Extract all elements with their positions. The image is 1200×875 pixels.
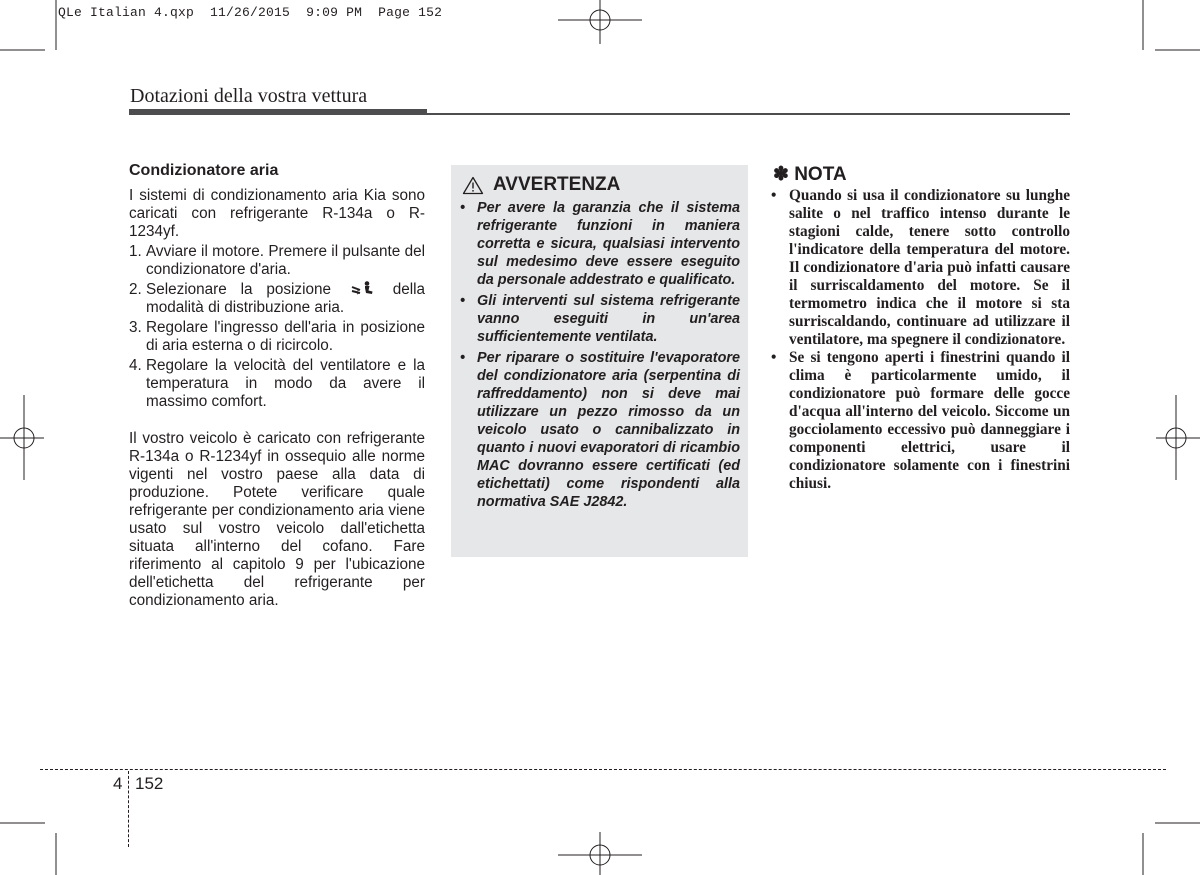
- header-rule-thick: [129, 109, 427, 115]
- bullet: •: [460, 293, 466, 309]
- bullet: •: [460, 200, 466, 216]
- registration-mark-left: [0, 395, 44, 480]
- step-item: [129, 281, 425, 317]
- note-list: [771, 187, 1070, 493]
- step-item: [129, 357, 425, 411]
- step-text-after: della modalità di distribuzione aria.: [146, 281, 426, 316]
- note-item: [771, 187, 1070, 349]
- asterisk-icon: ✽: [773, 164, 789, 185]
- slug-file: QLe Italian 4.qxp: [58, 5, 195, 20]
- step-text: [146, 281, 425, 317]
- print-slug: [58, 5, 442, 20]
- step-text-before: Selezionare la posizione: [146, 281, 331, 298]
- warning-item: [460, 292, 740, 346]
- bullet: •: [460, 350, 466, 366]
- step-text: Avviare il motore. Premere il pulsante del condizionatore d'aria.: [146, 243, 425, 278]
- step-item: [129, 243, 425, 279]
- section-heading: Condizionatore aria: [129, 162, 279, 179]
- header-rule-thin: [427, 113, 1070, 115]
- chapter-number: 4: [113, 774, 123, 793]
- steps-list: [129, 243, 425, 411]
- bullet: •: [771, 349, 777, 366]
- warning-triangle-icon: [462, 176, 484, 195]
- note-header: [773, 163, 847, 186]
- step-text: Regolare la velocità del ventilatore e la temperatura in modo da avere il massimo comfort.: [146, 357, 425, 410]
- intro-paragraph: I sistemi di condizionamento aria Kia sono caricati con refrigerante R-134a o R-1234yf.: [129, 187, 425, 240]
- warning-title: AVVERTENZA: [493, 174, 621, 195]
- warning-text: Per avere la garanzia che il sistema refrigerante funzioni in maniera corretta e sicura, qualsiasi intervento sul medesimo deve essere eseguito da personale addestrato e qualificato.: [477, 200, 740, 288]
- page-number: 152: [135, 774, 164, 793]
- step-number: 4.: [129, 357, 142, 374]
- note-item: [771, 349, 1070, 493]
- step-number: 1.: [129, 243, 142, 260]
- warning-text: Per riparare o sostituire l'evaporatore del condizionatore aria (serpentina di raffreddamento) non si deve mai utilizzare un pezzo rimosso da un veicolo usato o cannibalizzato in quanto i nuovi evaporatori di ricambio MAC dovranno essere certificati (ed etichettati) come rispondenti alla normativa SAE J2842.: [477, 350, 740, 510]
- step-number: 3.: [129, 319, 142, 336]
- slug-date: 11/26/2015: [210, 5, 291, 20]
- bullet: •: [771, 187, 777, 204]
- warning-header: [462, 174, 620, 196]
- footer-vertical-divider: [128, 771, 129, 847]
- refrigerant-paragraph: Il vostro veicolo è caricato con refrigerante R-134a o R-1234yf in ossequio alle norme vigenti nel vostro paese alla data di produzione. Potete verificare quale refrigerante per condizionamento aria viene usato sul vostro veicolo dall'etichetta situata all'interno del cofano. Fare riferimento al capitolo 9 per l'ubicazione dell'etichetta del refrigerante per condizionamento aria.: [129, 430, 425, 609]
- step-number: 2.: [129, 281, 142, 298]
- slug-time: 9:09 PM: [306, 5, 363, 20]
- warning-text: Gli interventi sul sistema refrigerante vanno eseguiti in un'area sufficientemente ventilata.: [477, 293, 740, 345]
- registration-mark-top: [558, 0, 642, 44]
- step-text: Regolare l'ingresso dell'aria in posizione di aria esterna o di ricircolo.: [146, 319, 425, 354]
- registration-mark-bottom: [558, 832, 642, 875]
- warning-item: [460, 199, 740, 289]
- warning-item: [460, 349, 740, 511]
- note-title: NOTA: [794, 164, 847, 185]
- mode-floor-icon: [349, 281, 375, 295]
- footer-divider: [40, 769, 1166, 770]
- note-text: Se si tengono aperti i finestrini quando il clima è particolarmente umido, il condizionatore può formare delle gocce d'acqua all'interno del veicolo. Siccome un gocciolamento eccessivo può danneggiare i componenti elettrici, usare il condizionatore solamente con i finestrini chiusi.: [789, 349, 1070, 492]
- step-item: [129, 319, 425, 355]
- warning-list: [460, 199, 740, 514]
- slug-page: Page 152: [378, 5, 443, 20]
- registration-mark-right: [1156, 395, 1200, 480]
- note-text: Quando si usa il condizionatore su lunghe salite o nel traffico intenso durante le stagioni calde, tenere sotto controllo l'indicatore della temperatura del motore. Il condizionatore d'aria può infatti causare il surriscaldamento del motore. Se il termometro indica che il motore si sta surriscaldando, continuare ad utilizzare il ventilatore, ma spegnere il condizionatore.: [789, 187, 1070, 348]
- section-title: Dotazioni della vostra vettura: [130, 85, 368, 107]
- air-conditioning-section: [129, 162, 425, 610]
